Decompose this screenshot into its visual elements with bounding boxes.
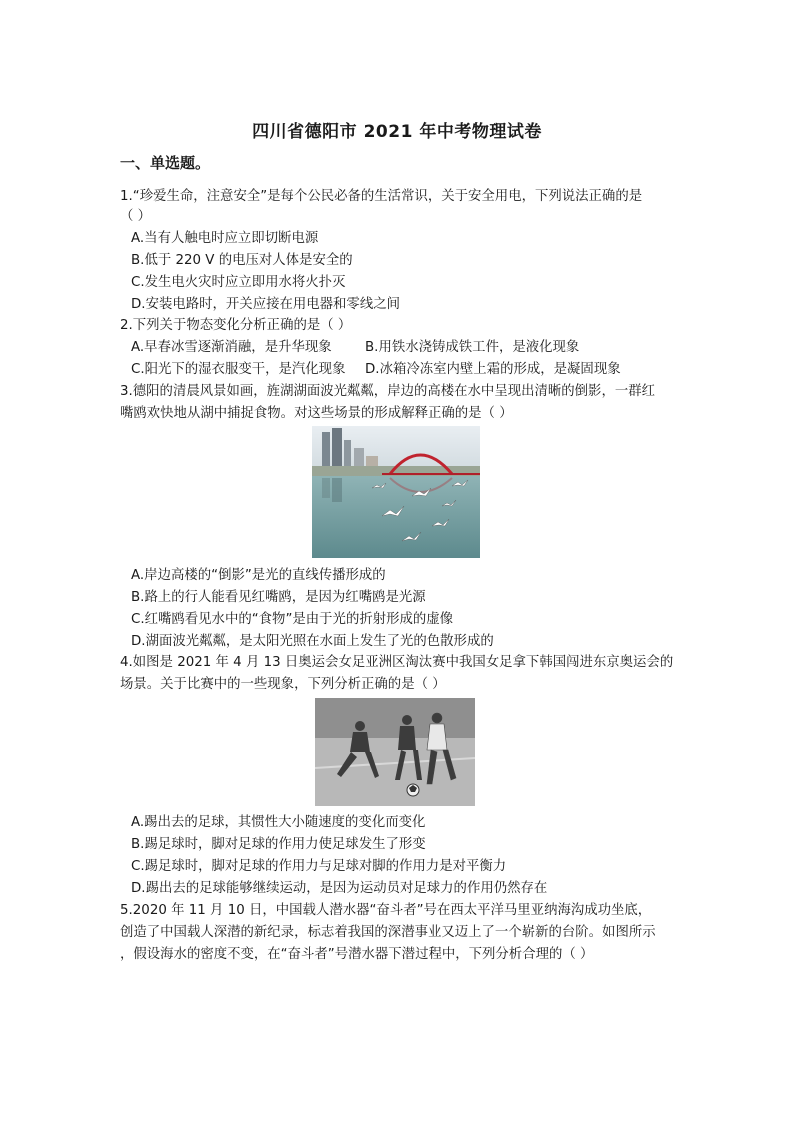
- q2-option-a: A.早春冰雪逐渐消融，是升华现象: [131, 340, 332, 355]
- q3-option-a: A.岸边高楼的“倒影”是光的直线传播形成的: [131, 568, 386, 583]
- q5-stem-cont1: 创造了中国载人深潜的新纪录，标志着我国的深潜事业又迈上了一个崭新的台阶。如图所示: [120, 925, 656, 940]
- page-title: 四川省德阳市 2021 年中考物理试卷: [252, 122, 542, 142]
- soccer-match-photo: [315, 698, 475, 806]
- q1-stem: 1.“珍爱生命，注意安全”是每个公民必备的生活常识，关于安全用电，下列说法正确的是: [120, 189, 643, 204]
- section-heading: 一、单选题。: [120, 154, 211, 172]
- q2-stem: 2.下列关于物态变化分析正确的是（ ）: [120, 318, 352, 333]
- q1-option-b: B.低于 220 V 的电压对人体是安全的: [131, 253, 353, 268]
- q5-stem-cont2: ，假设海水的密度不变，在“奋斗者”号潜水器下潜过程中，下列分析合理的（ ）: [120, 947, 594, 962]
- q1-stem-cont: （ ）: [120, 209, 152, 224]
- q4-option-b: B.踢足球时，脚对足球的作用力使足球发生了形变: [131, 837, 426, 852]
- q3-option-d: D.湖面波光粼粼，是太阳光照在水面上发生了光的色散形成的: [131, 634, 494, 649]
- q4-stem: 4.如图是 2021 年 4 月 13 日奥运会女足亚洲区淘汰赛中我国女足拿下韩国闯进东京奥运会的: [120, 655, 674, 670]
- q2-option-c: C.阳光下的湿衣服变干，是汽化现象: [131, 362, 346, 377]
- q2-option-b: B.用铁水浇铸成铁工件，是液化现象: [365, 340, 580, 355]
- q5-stem: 5.2020 年 11 月 10 日，中国载人潜水器“奋斗者”号在西太平洋马里亚纳海沟成功坐底，: [120, 903, 652, 918]
- q4-option-c: C.踢足球时，脚对足球的作用力与足球对脚的作用力是对平衡力: [131, 859, 507, 874]
- lake-bridge-photo: [312, 426, 480, 558]
- q4-option-a: A.踢出去的足球，其惯性大小随速度的变化而变化: [131, 815, 426, 830]
- q3-stem: 3.德阳的清晨风景如画，旌湖湖面波光粼粼，岸边的高楼在水中呈现出清晰的倒影，一群红: [120, 384, 656, 399]
- q3-stem-cont: 嘴鸥欢快地从湖中捕捉食物。对这些场景的形成解释正确的是（ ）: [120, 406, 513, 421]
- q3-option-b: B.路上的行人能看见红嘴鸥，是因为红嘴鸥是光源: [131, 590, 426, 605]
- q2-option-d: D.冰箱冷冻室内壁上霜的形成，是凝固现象: [365, 362, 621, 377]
- q4-option-d: D.踢出去的足球能够继续运动，是因为运动员对足球力的作用仍然存在: [131, 881, 548, 896]
- q1-option-c: C.发生电火灾时应立即用水将火扑灭: [131, 275, 346, 290]
- q1-option-d: D.安装电路时，开关应接在用电器和零线之间: [131, 297, 400, 312]
- q3-option-c: C.红嘴鸥看见水中的“食物”是由于光的折射形成的虚像: [131, 612, 454, 627]
- q1-option-a: A.当有人触电时应立即切断电源: [131, 231, 319, 246]
- lake-photo-illustration: [312, 426, 480, 558]
- q4-stem-cont: 场景。关于比赛中的一些现象，下列分析正确的是（ ）: [120, 677, 446, 692]
- soccer-photo-illustration: [315, 698, 475, 806]
